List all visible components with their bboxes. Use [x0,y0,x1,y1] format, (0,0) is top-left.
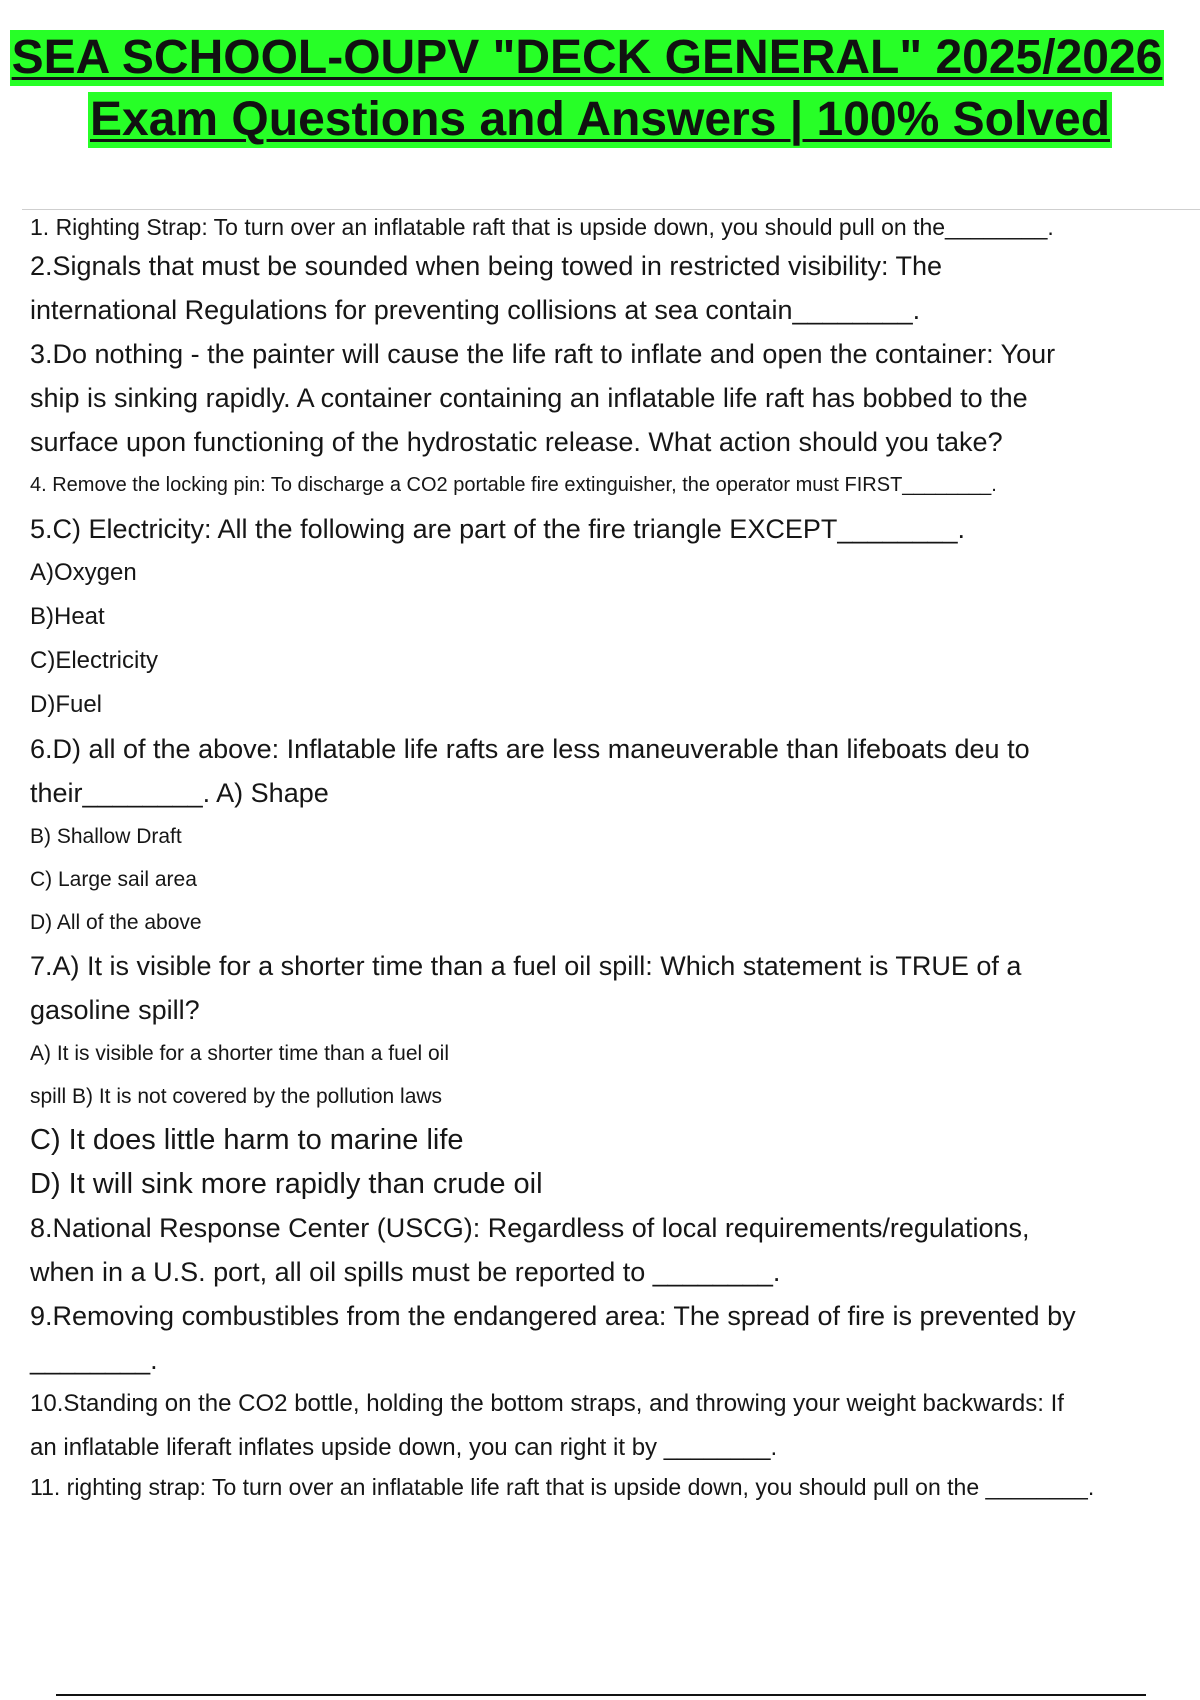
question-6-line-2: their________. A) Shape [30,778,329,808]
question-10-line-1: 10.Standing on the CO2 bottle, holding the bottom straps, and throwing your weight backwards: If [30,1390,1064,1417]
question-2-line-1: 2.Signals that must be sounded when being towed in restricted visibility: The [30,251,943,281]
question-2-line-2: international Regulations for preventing collisions at sea contain________. [30,295,921,325]
question-3-line-2: ship is sinking rapidly. A container containing an inflatable life raft has bobbed to the [30,383,1028,413]
question-6-line-1: 6.D) all of the above: Inflatable life rafts are less maneuverable than lifeboats deu to [30,734,1030,764]
option-5c: C)Electricity [30,647,159,674]
option-5b: B)Heat [30,603,105,630]
question-3-line-1: 3.Do nothing - the painter will cause the life raft to inflate and open the container: Your [30,339,1056,369]
question-list [30,210,1190,1504]
question-7-line-2: gasoline spill? [30,995,200,1025]
option-6c: C) Large sail area [30,868,197,891]
document-title [0,0,1200,148]
question-8-line-2: when in a U.S. port, all oil spills must be reported to ________. [30,1257,781,1287]
question-1: 1. Righting Strap: To turn over an inflatable raft that is upside down, you should pull on the________. [30,214,1054,240]
question-9-line-1: 9.Removing combustibles from the endangered area: The spread of fire is prevented by [30,1301,1076,1331]
question-10-line-2: an inflatable liferaft inflates upside down, you can right it by ________. [30,1434,778,1461]
option-7c: C) It does little harm to marine life [30,1124,464,1156]
question-4: 4. Remove the locking pin: To discharge a CO2 portable fire extinguisher, the operator must FIRST________. [30,474,997,496]
option-5d: D)Fuel [30,691,103,718]
question-11: 11. righting strap: To turn over an inflatable life raft that is upside down, you should pull on the ________. [30,1474,1095,1500]
question-8-line-1: 8.National Response Center (USCG): Regardless of local requirements/regulations, [30,1213,1030,1243]
question-9-line-2: ________. [30,1345,158,1375]
title-line-1: SEA SCHOOL-OUPV "DECK GENERAL" 2025/2026 [11,31,1163,84]
option-6b: B) Shallow Draft [30,825,182,848]
option-5a: A)Oxygen [30,559,137,586]
option-6d: D) All of the above [30,911,202,934]
question-3-line-3: surface upon functioning of the hydrostatic release. What action should you take? [30,427,1003,457]
question-7-line-1: 7.A) It is visible for a shorter time than a fuel oil spill: Which statement is TRUE of a [30,951,1022,981]
title-line-2: Exam Questions and Answers | 100% Solved [89,93,1111,146]
footer-divider [56,1694,1146,1696]
option-7d: D) It will sink more rapidly than crude oil [30,1168,543,1200]
question-5: 5.C) Electricity: All the following are part of the fire triangle EXCEPT________. [30,514,965,544]
option-7b: spill B) It is not covered by the pollution laws [30,1085,443,1108]
option-7a: A) It is visible for a shorter time than a fuel oil [30,1042,450,1065]
